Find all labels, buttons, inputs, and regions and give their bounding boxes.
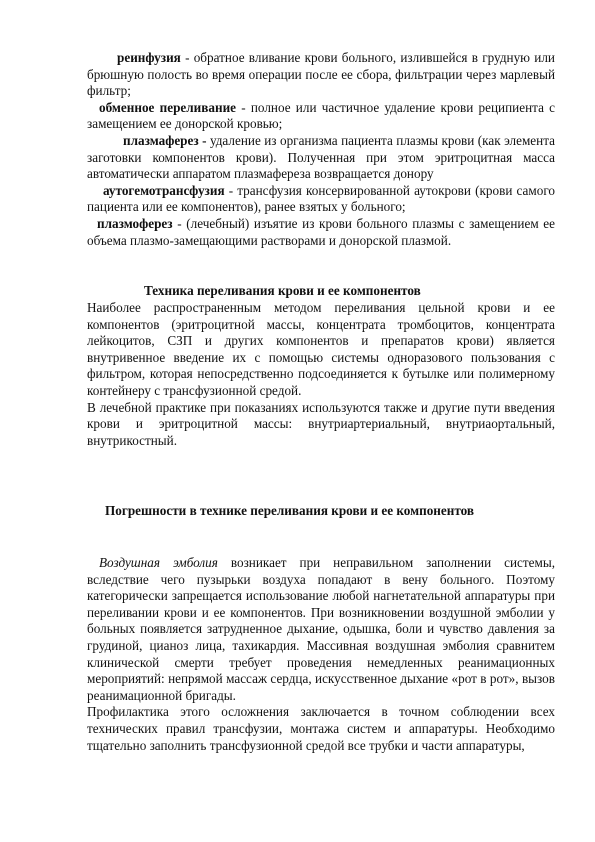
term-reinfusion: реинфузия xyxy=(117,50,181,65)
definition-text: - полное или частичное удаление крови реципиента с замещением ее донорской кровью; xyxy=(87,99,555,132)
errors-section xyxy=(87,555,555,754)
definition-text: - трансфузия консервированной аутокрови (крови самого пациента или ее компонентов), ранее взятых у больного; xyxy=(87,182,555,215)
definition-exchange-transfusion xyxy=(87,100,555,133)
technique-heading: Техника переливания крови и ее компонентов xyxy=(144,283,421,298)
term-plasmapheresis: плазмаферез - xyxy=(123,132,207,148)
term-autohemotransfusion: аутогемотрансфузия xyxy=(103,182,225,198)
term-exchange-transfusion: обменное переливание xyxy=(99,99,237,115)
prevention-paragraph: Профилактика этого осложнения заключается в точном соблюдении всех технических правил трансфузии, монтажа систем и аппаратуры. Необходимо тщательно заполнить трансфузионной средой все трубки и части аппаратуры, xyxy=(87,704,555,753)
definition-reinfusion xyxy=(87,50,555,100)
air-embolism-paragraph xyxy=(87,555,555,704)
definitions-section xyxy=(87,50,555,249)
technique-paragraph: В лечебной практике при показаниях используются также и другие пути введения крови и эритроцитной массы: внутриартериальный, внутриаортальный, внутрикостный. xyxy=(87,399,555,448)
definition-plasmapheresis xyxy=(87,133,555,183)
technique-paragraph: Наиболее распространенным методом переливания цельной крови и ее компонентов (эритроцитной массы, концентрата тромбоцитов, концентрата лейкоцитов, СЗП и других компонентов и препаратов крови) является внутривенное введение их с помощью системы одноразового пользования с фильтром, которая непосредственно подсоединяется к бутылке или полимерному контейнеру с трансфузионной средой. xyxy=(87,300,555,398)
air-embolism-text: возникает при неправильном заполнении системы, вследствие чего пузырьки воздуха попадают в вену больного. Поэтому категорически запрещается использование любой нагнетательной аппаратуры при переливании крови и ее компонентов. При возникновении воздушной эмболии у больных появляется затрудненное дыхание, одышка, боли и чувство давления за грудиной, цианоз лица, тахикардия. Массивная воздушная эмболия сравнитем клинической смерти требует проведения немедленных реанимационных мероприятий: непрямой массаж сердца, искусственное дыхание «рот в рот», вызов реанимационной бригады. xyxy=(87,555,555,703)
definition-text: - обратное вливание крови больного, излившейся в грудную или брюшную полость во время операции после ее сбора, фильтрации через марлевый фильтр; xyxy=(87,50,555,99)
technique-section xyxy=(87,300,555,449)
term-therapeutic-plasmapheresis: плазмоферез xyxy=(97,215,173,231)
definition-text: - (лечебный) изъятие из крови больного плазмы с замещением ее объема плазмо-замещающими растворами и донорской плазмой. xyxy=(87,215,555,248)
definition-therapeutic-plasmapheresis xyxy=(87,216,555,249)
term-air-embolism: Воздушная эмболия xyxy=(99,555,218,570)
definition-text: удаление из организма пациента плазмы крови (как элемента заготовки компонентов крови). Полученная при этом эритроцитная масса автоматически аппаратом плазмафереза возвращается донору xyxy=(87,132,555,182)
errors-heading: Погрешности в технике переливания крови и ее компонентов xyxy=(105,503,475,518)
definition-autohemotransfusion xyxy=(87,183,555,216)
